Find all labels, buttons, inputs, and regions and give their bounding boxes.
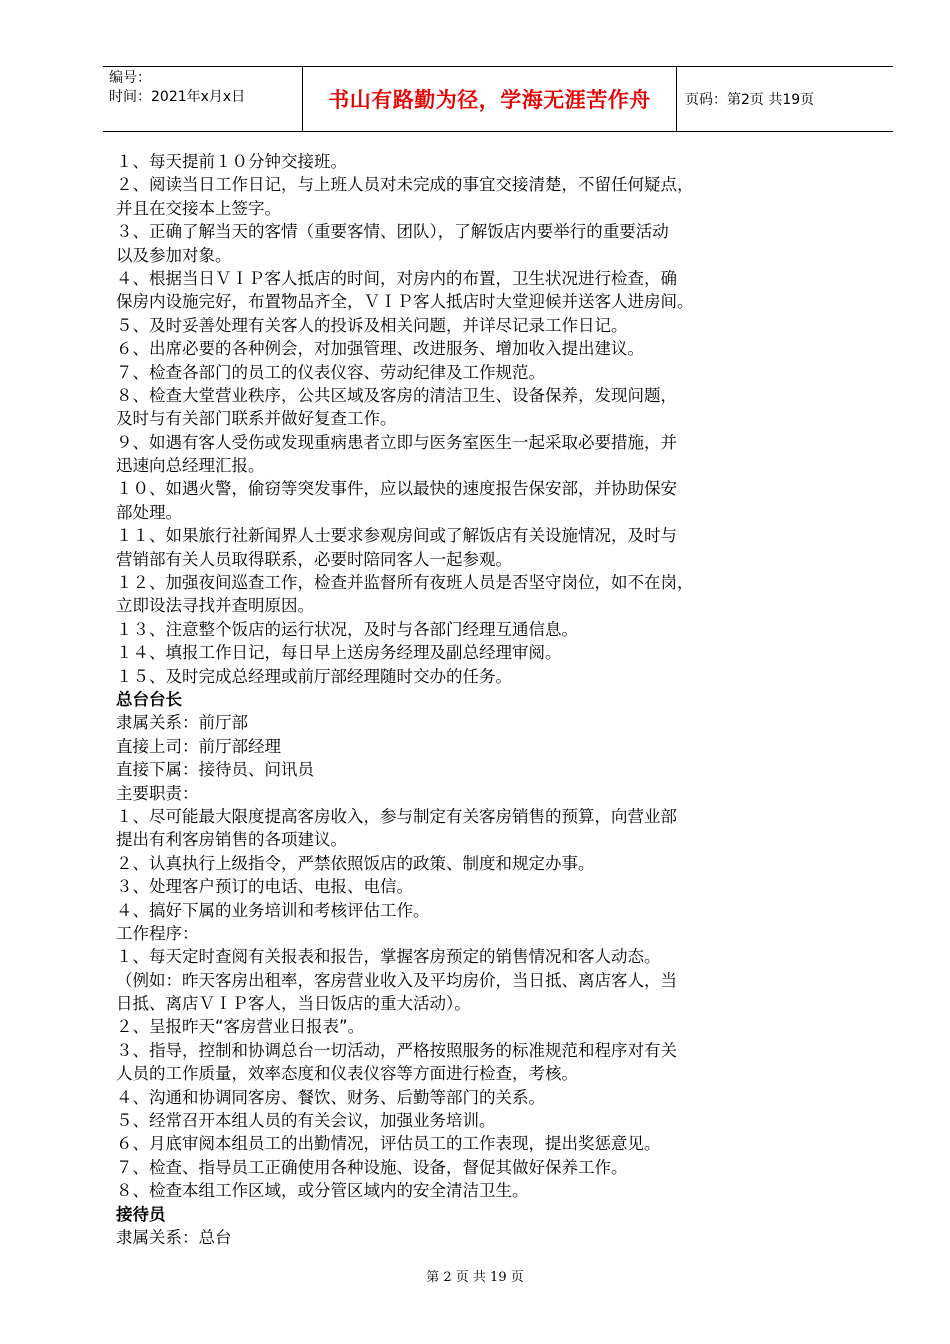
- text-line: ７、检查各部门的员工的仪表仪容、劳动纪律及工作规范。: [116, 362, 545, 382]
- text-line: ４、搞好下属的业务培训和考核评估工作。: [116, 900, 430, 920]
- text-line: 保房内设施完好，布置物品齐全，ＶＩＰ客人抵店时大堂迎候并送客人进房间。: [116, 292, 694, 312]
- text-line: 及时与有关部门联系并做好复查工作。: [116, 409, 397, 429]
- text-line: 营销部有关人员取得联系，必要时陪同客人一起参观。: [116, 549, 512, 569]
- section-heading: 接待员: [116, 1204, 166, 1224]
- text-line: ５、经常召开本组人员的有关会议，加强业务培训。: [116, 1111, 496, 1131]
- text-line: ３、正确了解当天的客情（重要客情、团队），了解饭店内要举行的重要活动: [116, 222, 669, 242]
- text-line: １３、注意整个饭店的运行状况，及时与各部门经理互通信息。: [116, 619, 578, 639]
- text-line: １０、如遇火警，偷窃等突发事件，应以最快的速度报告保安部，并协助保安: [116, 479, 677, 499]
- text-line: １５、及时完成总经理或前厅部经理随时交办的任务。: [116, 666, 512, 686]
- text-line: ３、指导，控制和协调总台一切活动，严格按照服务的标准规范和程序对有关: [116, 1040, 677, 1060]
- text-line: ７、检查、指导员工正确使用各种设施、设备，督促其做好保养工作。: [116, 1157, 628, 1177]
- text-line: 部处理。: [116, 502, 182, 522]
- text-line: １、每天定时查阅有关报表和报告，掌握客房预定的销售情况和客人动态。: [116, 947, 661, 967]
- document-body: [116, 150, 878, 1249]
- text-line: 迅速向总经理汇报。: [116, 456, 265, 476]
- text-line: １４、填报工作日记，每日早上送房务经理及副总经理审阅。: [116, 643, 562, 663]
- text-line: 隶属关系：总台: [116, 1227, 232, 1247]
- header-motto: 书山有路勤为径，学海无涯苦作舟: [303, 67, 677, 131]
- text-line: 直接下属：接待员、问讯员: [116, 760, 314, 780]
- text-line: ６、出席必要的各种例会，对加强管理、改进服务、增加收入提出建议。: [116, 339, 644, 359]
- document-date-label: 时间：2021年x月x日: [109, 89, 246, 105]
- text-line: ４、沟通和协调同客房、餐饮、财务、后勤等部门的关系。: [116, 1087, 545, 1107]
- text-line: 并且在交接本上签字。: [116, 198, 281, 218]
- text-line: ２、阅读当日工作日记，与上班人员对未完成的事宜交接清楚，不留任何疑点，: [116, 175, 694, 195]
- text-line: ２、认真执行上级指令，严禁依照饭店的政策、制度和规定办事。: [116, 853, 595, 873]
- text-line: ４、根据当日ＶＩＰ客人抵店的时间，对房内的布置，卫生状况进行检查，确: [116, 268, 677, 288]
- text-line: 隶属关系：前厅部: [116, 713, 248, 733]
- text-line: ８、检查大堂营业秩序，公共区域及客房的清洁卫生、设备保养，发现问题，: [116, 385, 677, 405]
- text-line: ５、及时妥善处理有关客人的投诉及相关问题，并详尽记录工作日记。: [116, 315, 628, 335]
- text-line: 直接上司：前厅部经理: [116, 736, 281, 756]
- page-footer: 第 2 页 共 19 页: [426, 1270, 524, 1285]
- text-line: １、每天提前１０分钟交接班。: [116, 152, 347, 171]
- text-line: １１、如果旅行社新闻界人士要求参观房间或了解饭店有关设施情况，及时与: [116, 526, 677, 546]
- text-line: １２、加强夜间巡查工作，检查并监督所有夜班人员是否坚守岗位，如不在岗，: [116, 573, 694, 593]
- text-line: （例如：昨天客房出租率，客房营业收入及平均房价，当日抵、离店客人，当: [116, 970, 677, 990]
- text-line: ６、月底审阅本组员工的出勤情况，评估员工的工作表现，提出奖惩意见。: [116, 1134, 661, 1154]
- section-heading: 总台台长: [116, 689, 182, 709]
- text-line: 立即设法寻找并查明原因。: [116, 596, 314, 616]
- text-line: 主要职责：: [116, 783, 199, 803]
- text-line: 人员的工作质量，效率态度和仪表仪容等方面进行检查，考核。: [116, 1064, 578, 1084]
- text-line: １、尽可能最大限度提高客房收入，参与制定有关客房销售的预算，向营业部: [116, 806, 677, 826]
- text-line: ３、处理客户预订的电话、电报、电信。: [116, 877, 413, 897]
- header-page-number: 页码：第2页 共19页: [685, 92, 815, 108]
- text-line: 日抵、离店ＶＩＰ客人，当日饭店的重大活动）。: [116, 994, 471, 1014]
- header-meta: [103, 67, 303, 131]
- document-number-label: 编号：: [109, 70, 151, 86]
- text-line: 工作程序：: [116, 923, 199, 943]
- text-line: ９、如遇有客人受伤或发现重病患者立即与医务室医生一起采取必要措施，并: [116, 432, 677, 452]
- page-header: [103, 66, 893, 132]
- text-line: ２、呈报昨天“客房营业日报表”。: [116, 1017, 365, 1037]
- text-line: ８、检查本组工作区域，或分管区域内的安全清洁卫生。: [116, 1181, 529, 1201]
- text-line: 提出有利客房销售的各项建议。: [116, 830, 347, 850]
- text-line: 以及参加对象。: [116, 245, 232, 265]
